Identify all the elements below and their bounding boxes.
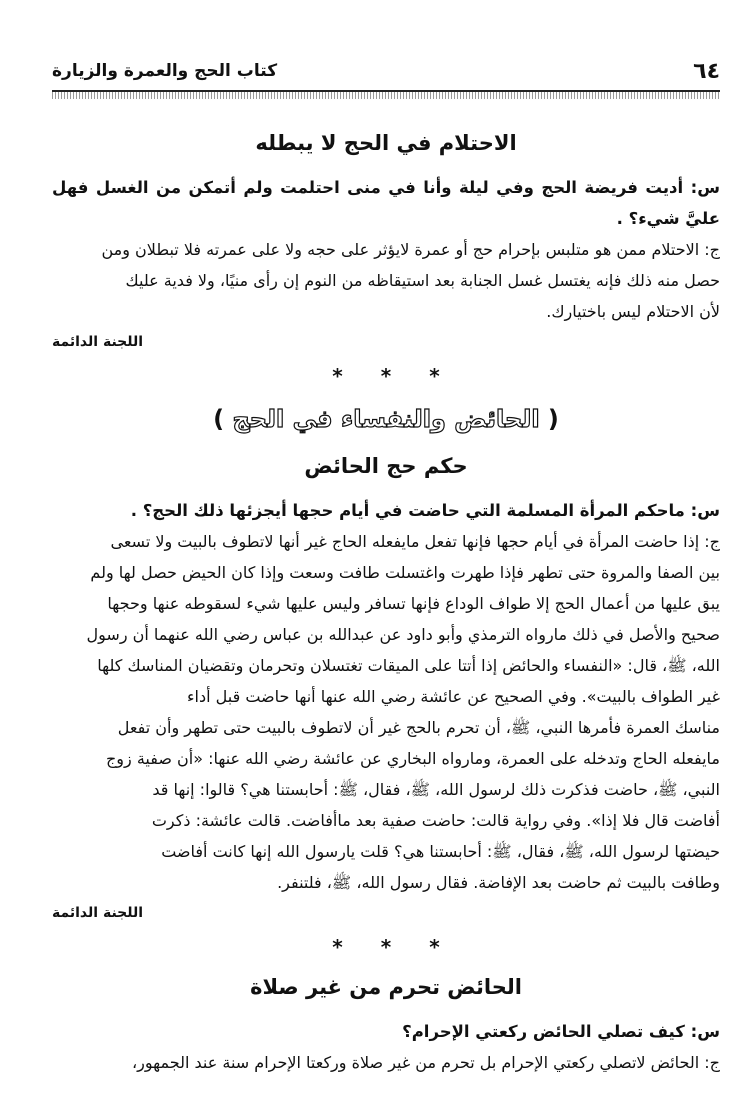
answer-2-line-5: الله، ﷺ، قال: «النفساء والحائض إذا أتتا على الميقات تغتسلان وتحرمان وتقضيان المناسك كلها (97, 656, 720, 675)
separator-1 (52, 361, 720, 391)
answer-2-line-12: وطافت بالبيت ثم حاضت بعد الإفاضة. فقال رسول الله، ﷺ، فلتنفر. (277, 873, 720, 892)
section-heading-ihram-without-prayer: الحائض تحرم من غير صلاة (250, 975, 522, 999)
page-content (52, 126, 720, 1078)
chapter-open-paren: ( (547, 405, 559, 433)
answer-2-line-9: النبي، ﷺ، حاضت فذكرت ذلك لرسول الله، ﷺ، فقال، ﷺ: أحابستنا هي؟ قالوا: إنها قد (152, 780, 720, 799)
answer-1-line-3: لأن الاحتلام ليس باختيارك. (546, 302, 720, 321)
answer-3-line-1: ج: الحائض لاتصلي ركعتي الإحرام بل تحرم من غير صلاة وركعتا الإحرام سنة عند الجمهور، (132, 1053, 720, 1072)
answer-2-line-10: أفاضت قال فلا إذا». وفي رواية قالت: حاضت صفية بعد ماأفاضت. قالت عائشة: ذكرت (151, 811, 720, 830)
header-rule (52, 90, 720, 99)
answer-1-line-1: ج: الاحتلام ممن هو متلبس بإحرام حج أو عمرة لايؤثر على حجه ولا على عمرته فلا تبطلان ومن (101, 240, 720, 259)
asterisk-icon: * (429, 364, 440, 388)
chapter-heading (52, 401, 720, 437)
answer-1-line-2: حصل منه ذلك فإنه يغتسل غسل الجنابة بعد استيقاظه من النوم إن رأى منيًا، ولا فدية عليك (125, 271, 720, 290)
chapter-close-paren: ) (213, 405, 225, 433)
answer-2-line-1: ج: إذا حاضت المرأة في أيام حجها فإنها تفعل مايفعله الحاج غير أنها لاتطوف بالبيت ولا تسعى (110, 532, 720, 551)
answer-2-line-7: مناسك العمرة فأمرها النبي، ﷺ، أن تحرم بالحج غير أن لاتطوف بالبيت حتى تطهر وأن تفعل (117, 718, 720, 737)
answer-2-line-11: حيضتها لرسول الله، ﷺ، فقال، ﷺ: أحابستنا هي؟ قلت يارسول الله إنها كانت أفاضت (161, 842, 720, 861)
separator-2 (52, 932, 720, 962)
asterisk-icon: * (380, 364, 392, 388)
section-heading-wet-dream: الاحتلام في الحج لا يبطله (255, 131, 517, 155)
book-page (52, 0, 720, 1118)
question-3: س: كيف تصلي الحائض ركعتي الإحرام؟ (402, 1022, 720, 1041)
asterisk-icon: * (429, 935, 440, 959)
signature-1: اللجنة الدائمة (52, 334, 144, 350)
running-title: كتاب الحج والعمرة والزيارة (52, 61, 278, 81)
answer-2-line-2: بين الصفا والمروة حتى تطهر فإذا طهرت واغتسلت طافت وسعت وإذا كان الحيض حصل لها ولم (90, 563, 720, 582)
asterisk-icon: * (332, 935, 343, 959)
answer-2-line-4: صحيح والأصل في ذلك مارواه الترمذي وأبو داود عن عبدالله بن عباس رضي الله عنهما أن رسول (86, 625, 720, 644)
answer-2-line-3: يبق عليها من أعمال الحج إلا طواف الوداع فإنها تسافر وليس عليها شيء لسقوطه عنها وحجها (107, 594, 720, 613)
page-number: ٦٤ (693, 58, 720, 84)
asterisk-icon: * (380, 935, 392, 959)
answer-2-line-6: غير الطواف بالبيت». وفي الصحيح عن عائشة رضي الله عنها أنها حاضت قبل أداء (187, 687, 720, 706)
answer-2-line-8: مايفعله الحاج وتدخله على العمرة، ومارواه البخاري عن عائشة رضي الله عنها: «أن صفية زوج (105, 749, 720, 768)
signature-2: اللجنة الدائمة (52, 905, 144, 921)
question-1: س: أديت فريضة الحج وفي ليلة وأنا في منى احتلمت ولم أتمكن من الغسل فهل عليَّ شيء؟ . (52, 178, 720, 228)
asterisk-icon: * (332, 364, 343, 388)
question-2: س: ماحكم المرأة المسلمة التي حاضت في أيام حجها أيجزئها ذلك الحج؟ . (130, 501, 720, 520)
section-heading-menstruating-hajj: حكم حج الحائض (304, 454, 468, 478)
chapter-title: الحائض والنفساء في الحج (232, 405, 540, 433)
running-header (52, 54, 720, 88)
